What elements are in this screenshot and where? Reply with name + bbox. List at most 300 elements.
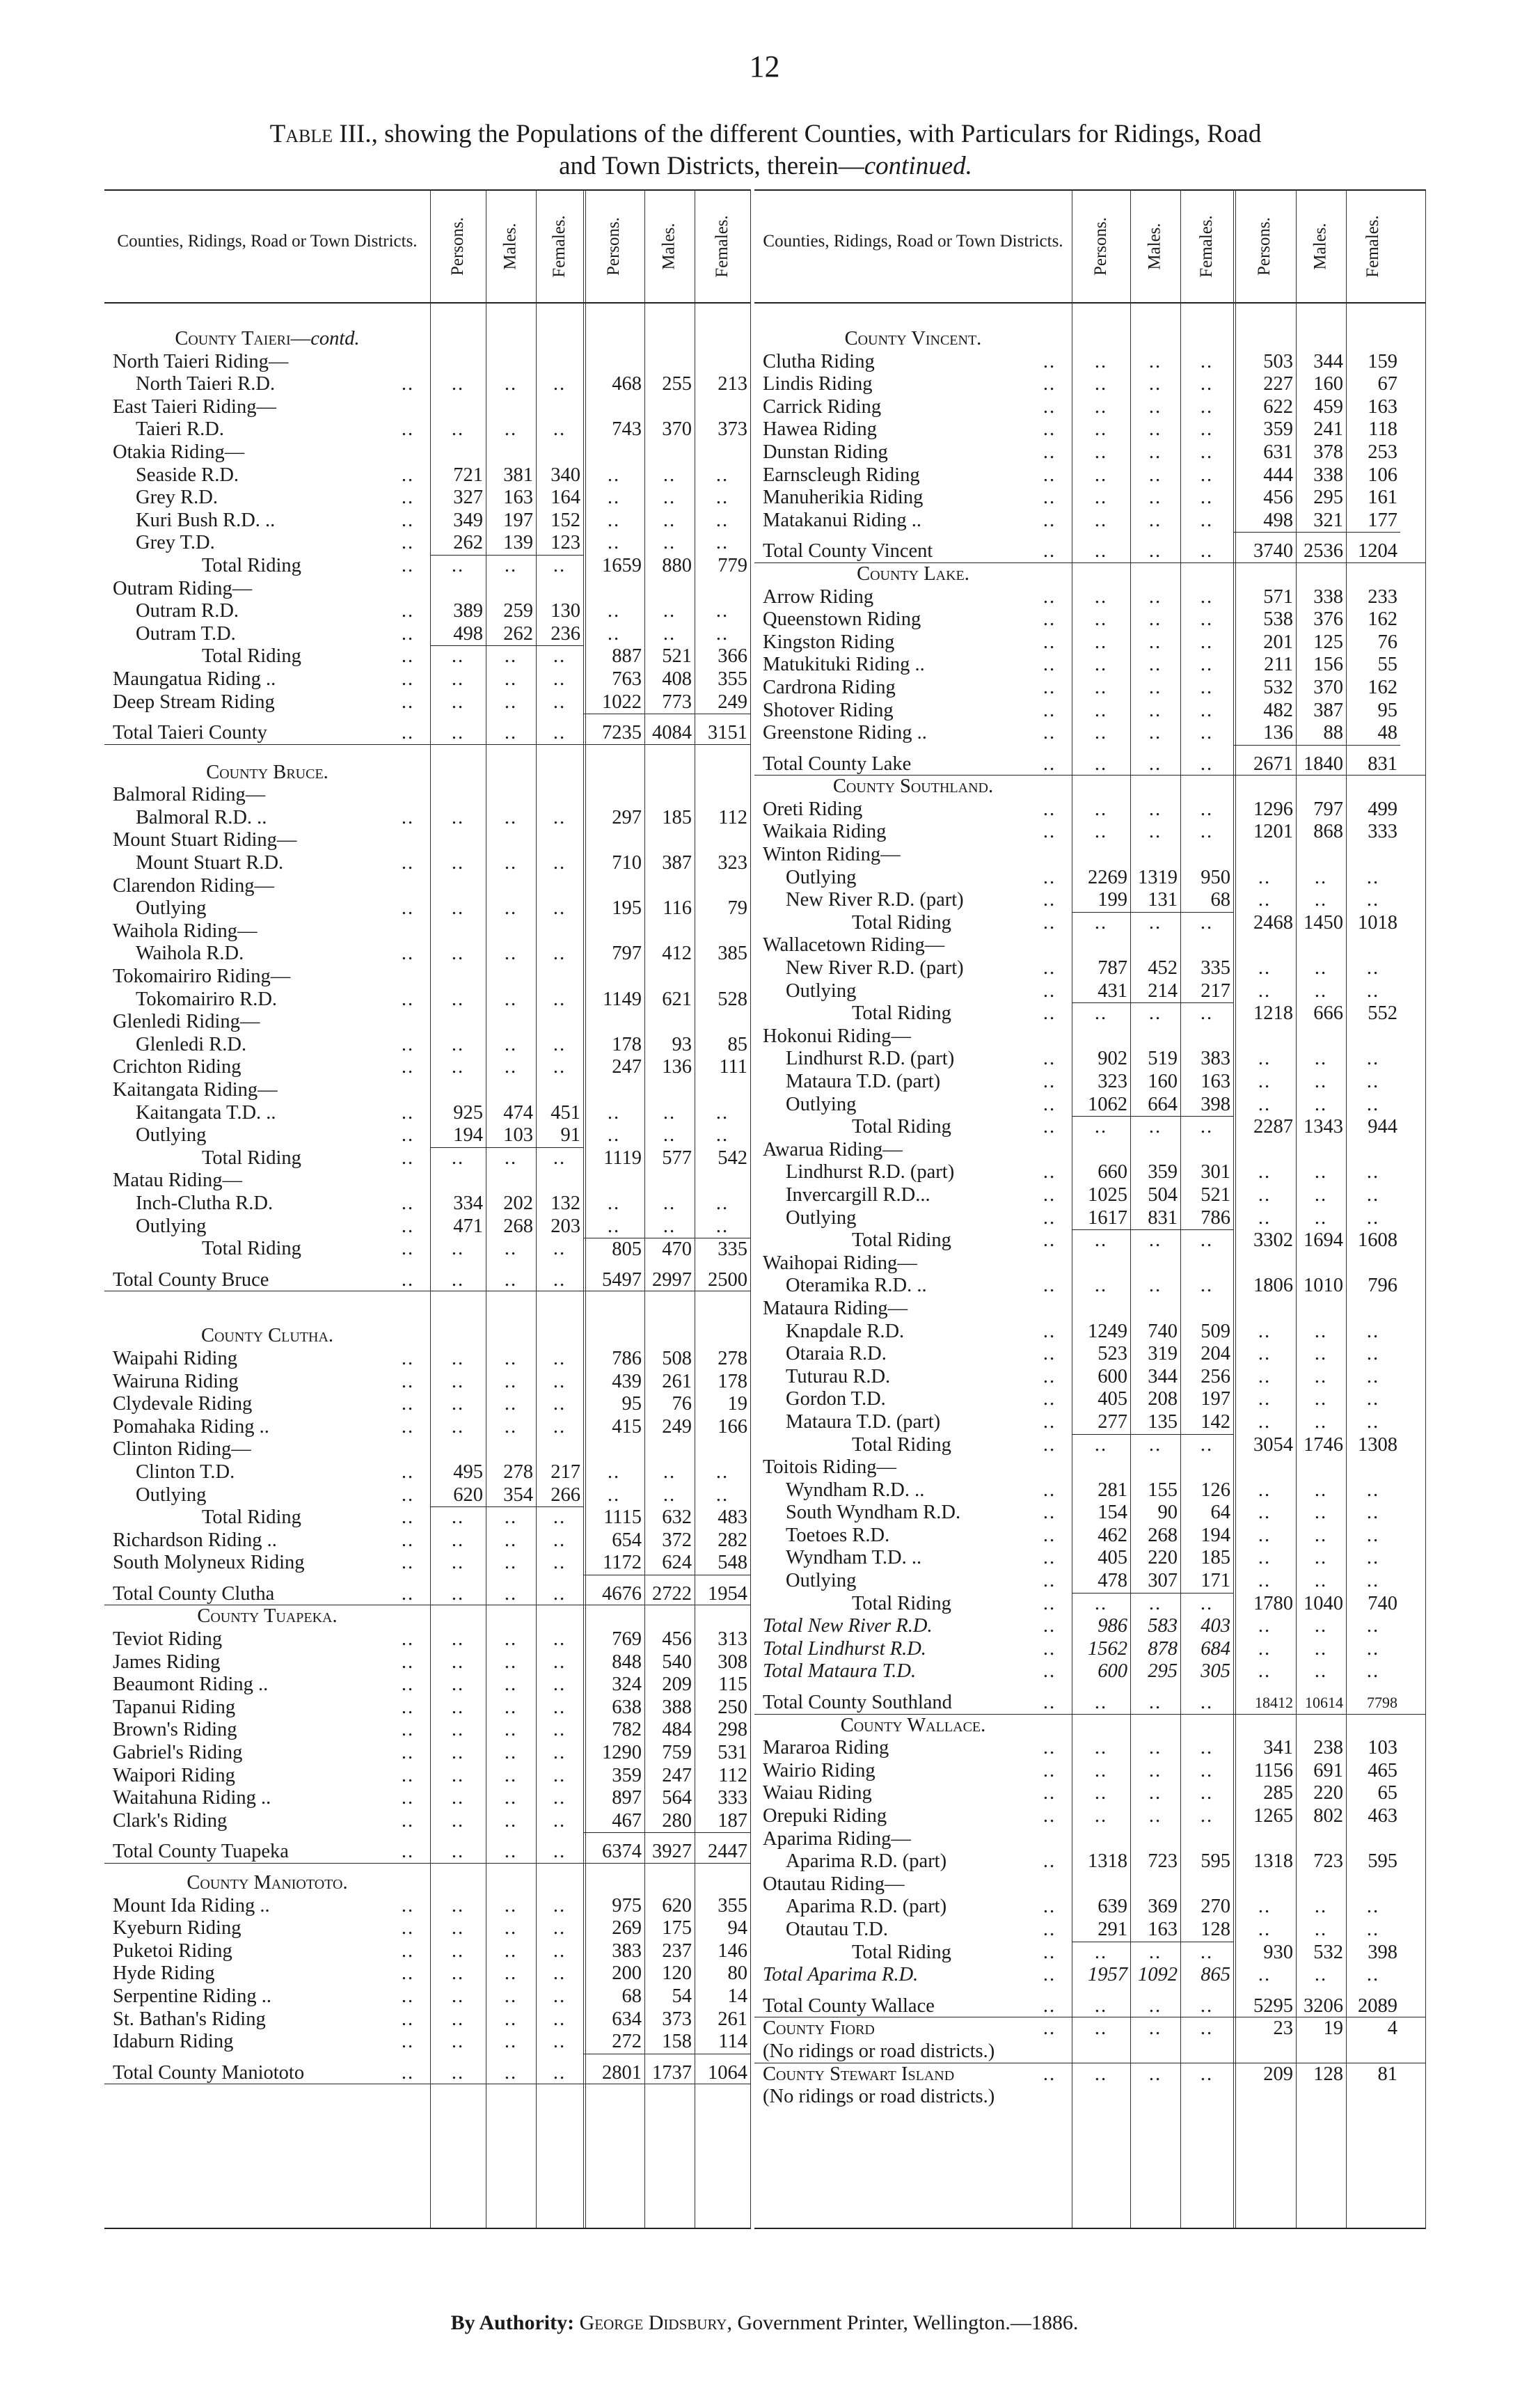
leader-dots: .. <box>401 487 415 509</box>
empty-cell: .. <box>607 622 621 645</box>
males-value: 2997 <box>652 1268 692 1291</box>
empty-cell: .. <box>553 2008 567 2030</box>
table-row <box>754 586 1425 609</box>
leader-dots: .. <box>1043 1805 1056 1827</box>
leader-dots: .. <box>1043 1410 1056 1433</box>
sub-females-value: 595 <box>1201 1850 1230 1873</box>
row-label <box>763 586 873 609</box>
females-value: 76 <box>1377 631 1397 653</box>
row-label-text: County Bruce. <box>206 761 328 783</box>
empty-cell: .. <box>451 1552 465 1574</box>
leader-dots: .. <box>401 1484 415 1506</box>
sub-females-value: 398 <box>1180 1094 1233 1117</box>
row-label-text: Total New River R.D. <box>763 1615 933 1637</box>
row-label <box>136 532 215 555</box>
row-label <box>113 1719 237 1742</box>
sub-females-value: 64 <box>1210 1502 1230 1524</box>
table-row <box>104 1787 750 1810</box>
empty-cell: .. <box>1314 1343 1328 1365</box>
row-label <box>763 1828 911 1851</box>
row-label <box>763 373 873 396</box>
empty-cell: .. <box>715 1101 729 1124</box>
females-value: 95 <box>1377 699 1397 721</box>
empty-cell: .. <box>1366 1502 1380 1524</box>
row-label <box>763 2086 995 2109</box>
row-label <box>104 1325 430 1348</box>
females-value: 282 <box>718 1529 747 1551</box>
leader-dots: .. <box>401 852 415 874</box>
empty-cell: .. <box>607 532 621 554</box>
sub-males-value: 90 <box>1157 1502 1178 1524</box>
persons-value: 763 <box>612 668 642 690</box>
table-row <box>754 1502 1425 1525</box>
sub-females-value: 305 <box>1201 1660 1230 1683</box>
sub-males-value: 155 <box>1148 1479 1178 1501</box>
row-label-text: Outlying <box>786 979 857 1002</box>
table-row <box>754 1388 1425 1411</box>
leader-dots: .. <box>401 373 415 395</box>
males-value: 338 <box>1313 464 1343 486</box>
empty-cell: .. <box>553 1696 567 1718</box>
header-persons <box>1233 191 1296 302</box>
row-label <box>113 1940 232 1963</box>
table-row <box>754 1229 1425 1252</box>
row-label <box>763 418 877 441</box>
empty-cell: .. <box>1094 395 1108 418</box>
sub-persons-value: 1062 <box>1072 1094 1130 1117</box>
table-row <box>754 351 1425 374</box>
title-continued: continued. <box>864 152 972 180</box>
row-label <box>786 1094 856 1117</box>
sub-persons-value: 925 <box>453 1101 483 1124</box>
empty-cell: .. <box>553 988 567 1010</box>
row-label-text: Wairio Riding <box>763 1759 876 1781</box>
header-males-label: Males. <box>1145 223 1164 270</box>
empty-cell: .. <box>553 1719 567 1741</box>
sub-persons-value: 721 <box>453 464 483 486</box>
leader-dots: .. <box>401 1841 415 1863</box>
table-row <box>104 1056 750 1079</box>
empty-cell: .. <box>553 897 567 920</box>
empty-cell: .. <box>1094 441 1108 463</box>
spacer <box>754 311 1425 328</box>
table-row <box>104 1552 750 1575</box>
row-label-text: Richardson Riding .. <box>113 1529 277 1551</box>
empty-cell: .. <box>1094 2017 1108 2040</box>
empty-cell: .. <box>1200 487 1214 509</box>
leader-dots: .. <box>401 532 415 554</box>
sub-females-value: 786 <box>1180 1207 1233 1231</box>
table-row <box>754 1252 1425 1275</box>
table-row <box>104 1034 750 1057</box>
empty-cell: .. <box>1366 866 1380 888</box>
row-label-text: Mount Stuart Riding— <box>113 829 297 851</box>
row-label-text: Deep Stream Riding <box>113 691 275 713</box>
empty-cell: .. <box>1366 1183 1380 1206</box>
empty-cell: .. <box>1200 373 1214 395</box>
persons-value: 444 <box>1263 464 1293 486</box>
table-row <box>754 464 1425 487</box>
row-label-text: Total Riding <box>202 1238 301 1260</box>
header-persons <box>430 191 486 302</box>
females-value: 2089 <box>1358 1994 1397 2017</box>
leader-dots: .. <box>401 645 415 668</box>
row-label-text: Balmoral Riding— <box>113 784 266 806</box>
empty-cell: .. <box>451 2031 465 2053</box>
empty-cell: .. <box>451 1651 465 1673</box>
empty-cell: .. <box>1094 585 1108 608</box>
persons-value: 1218 <box>1253 1002 1293 1025</box>
empty-cell: .. <box>1200 1782 1214 1804</box>
empty-cell: .. <box>1148 395 1162 418</box>
row-label <box>852 1593 951 1616</box>
table-row <box>104 943 750 966</box>
empty-cell: .. <box>1094 608 1108 631</box>
empty-cell: .. <box>1200 722 1214 744</box>
sub-persons-value: 431 <box>1072 980 1130 1004</box>
sub-females-value: 123 <box>536 532 583 556</box>
table-row <box>104 1371 750 1394</box>
table-row <box>104 1529 750 1552</box>
table-row <box>754 654 1425 677</box>
table-row <box>104 328 750 351</box>
sub-males-value: 208 <box>1148 1388 1178 1410</box>
empty-cell: .. <box>451 1809 465 1832</box>
females-value: 1064 <box>708 2061 747 2084</box>
empty-cell: .. <box>1200 2017 1214 2040</box>
males-value: 1840 <box>1304 753 1343 775</box>
females-value: 103 <box>1368 1737 1397 1759</box>
row-label-text: Aparima R.D. (part) <box>786 1850 947 1873</box>
empty-cell: .. <box>1366 957 1380 979</box>
table-row <box>104 1215 750 1238</box>
row-label <box>763 487 923 510</box>
empty-cell: .. <box>1366 1524 1380 1546</box>
males-value: 261 <box>662 1370 692 1392</box>
row-label-text: Total Riding <box>852 911 951 934</box>
leader-dots: .. <box>1043 1161 1056 1183</box>
row-label <box>763 441 888 464</box>
leader-dots: .. <box>1043 395 1056 418</box>
table-row <box>104 1985 750 2008</box>
empty-cell: .. <box>451 1393 465 1415</box>
empty-cell: .. <box>1148 753 1162 775</box>
header-name: Counties, Ridings, Road or Town Districts. <box>117 232 418 251</box>
empty-cell: .. <box>553 1939 567 1962</box>
empty-cell: .. <box>553 852 567 874</box>
table-row <box>104 966 750 989</box>
leader-dots: .. <box>1043 753 1056 775</box>
row-label-text: Outram T.D. <box>136 622 236 645</box>
header-females <box>536 191 583 302</box>
row-label <box>113 2062 304 2085</box>
empty-cell: .. <box>1314 1896 1328 1918</box>
row-label <box>786 957 964 980</box>
row-label-text: Kaitangata Riding— <box>113 1079 278 1101</box>
empty-cell: .. <box>1314 866 1328 888</box>
sub-females-value: 197 <box>1201 1388 1230 1410</box>
persons-value: 359 <box>612 1764 642 1786</box>
table-row <box>104 852 750 875</box>
empty-cell: .. <box>1200 608 1214 631</box>
females-value: 944 <box>1368 1116 1397 1138</box>
males-value: 2536 <box>1304 540 1343 562</box>
row-label <box>763 1025 911 1048</box>
males-value: 532 <box>1313 1941 1343 1963</box>
row-label-text: Idaburn Riding <box>113 2031 234 2053</box>
leader-dots: .. <box>1043 676 1056 698</box>
leader-dots: .. <box>401 988 415 1010</box>
row-label <box>786 1388 886 1411</box>
empty-cell: .. <box>1094 509 1108 531</box>
table-row <box>104 1461 750 1484</box>
persons-value: 710 <box>612 852 642 874</box>
sub-males-value: 344 <box>1148 1365 1178 1387</box>
row-label <box>113 1529 277 1552</box>
persons-value: 1172 <box>583 1552 644 1575</box>
row-label <box>763 798 862 821</box>
sub-persons-value: 787 <box>1098 957 1127 979</box>
empty-cell: .. <box>504 2008 518 2030</box>
females-value: 298 <box>718 1719 747 1741</box>
row-label <box>113 1583 274 1606</box>
row-label-text: Manuherikia Riding <box>763 487 924 509</box>
empty-cell: .. <box>1094 373 1108 395</box>
row-label <box>202 1506 301 1529</box>
row-label <box>786 1343 887 1366</box>
sub-persons-value: 199 <box>1072 889 1130 913</box>
leader-dots: .. <box>1043 1941 1056 1963</box>
sub-females-value: 142 <box>1180 1411 1233 1435</box>
empty-cell: .. <box>1094 1116 1108 1138</box>
males-value: 255 <box>662 373 692 395</box>
row-label-text: Wallacetown Riding— <box>763 934 945 957</box>
empty-cell: .. <box>1148 464 1162 486</box>
females-value: 261 <box>718 2008 747 2030</box>
empty-cell: .. <box>451 1529 465 1551</box>
empty-cell: .. <box>1148 373 1162 395</box>
row-label-text: Maungatua Riding .. <box>113 668 276 690</box>
empty-cell: .. <box>504 1268 518 1291</box>
females-value: 112 <box>718 1764 747 1786</box>
row-label <box>113 1742 242 1765</box>
leader-dots: .. <box>401 1415 415 1438</box>
row-label-text: Otaraia R.D. <box>786 1343 887 1365</box>
sub-females-value: 451 <box>550 1101 580 1124</box>
persons-value: 285 <box>1263 1782 1293 1804</box>
page-title <box>104 118 1427 182</box>
row-label <box>763 1995 935 2018</box>
row-label <box>136 989 277 1012</box>
row-label <box>763 396 881 419</box>
empty-cell: .. <box>1314 1524 1328 1546</box>
females-value: 111 <box>719 1056 747 1078</box>
row-label-text: Waihopai Riding— <box>763 1252 917 1274</box>
empty-cell: .. <box>553 1147 567 1169</box>
row-label <box>113 1962 214 1985</box>
row-label <box>136 1461 235 1484</box>
sub-males-value: 259 <box>503 600 533 622</box>
males-value: 370 <box>662 418 692 441</box>
row-label <box>763 654 925 677</box>
empty-cell: .. <box>553 554 567 576</box>
empty-cell: .. <box>553 1787 567 1809</box>
leader-dots: .. <box>401 509 415 531</box>
table-row <box>104 510 750 533</box>
row-label-text: Outlying <box>136 1124 207 1147</box>
empty-cell: .. <box>715 1215 729 1237</box>
sub-females-value: 185 <box>1201 1547 1230 1569</box>
females-value: 163 <box>1368 395 1397 418</box>
males-value: 3927 <box>652 1841 692 1863</box>
empty-cell: .. <box>451 1415 465 1438</box>
table-row <box>104 807 750 830</box>
sub-females-value: 164 <box>550 487 580 509</box>
empty-cell: .. <box>504 1347 518 1369</box>
empty-cell: .. <box>504 1674 518 1696</box>
empty-cell: .. <box>1258 1161 1271 1183</box>
leader-dots: .. <box>1043 1692 1056 1714</box>
males-value: 564 <box>662 1787 692 1809</box>
persons-value: 359 <box>1263 418 1293 441</box>
empty-cell: .. <box>1094 1229 1108 1252</box>
persons-value: 1780 <box>1253 1592 1293 1614</box>
row-label-text: Total County Tuapeka <box>113 1841 289 1863</box>
females-value: 333 <box>718 1787 747 1809</box>
leader-dots: .. <box>401 943 415 965</box>
sub-females-value: 684 <box>1201 1637 1230 1660</box>
persons-value: 195 <box>612 897 642 920</box>
persons-value: 211 <box>1264 654 1293 676</box>
empty-cell: .. <box>504 1147 518 1169</box>
row-label-text: Total County Bruce <box>113 1268 269 1291</box>
row-label-text: Taieri R.D. <box>136 418 225 441</box>
row-label-text: Oteramika R.D. .. <box>786 1275 927 1297</box>
empty-cell: .. <box>1314 1570 1328 1592</box>
empty-cell: .. <box>663 532 676 554</box>
females-value: 366 <box>718 645 747 668</box>
table-row <box>104 1079 750 1102</box>
empty-cell: .. <box>1148 911 1162 934</box>
sub-males-value: 307 <box>1130 1570 1180 1593</box>
table-row <box>104 600 750 623</box>
persons-value: 7235 <box>602 722 642 744</box>
females-value: 249 <box>695 691 750 715</box>
row-label <box>763 1456 896 1479</box>
sub-persons-value: 471 <box>453 1215 483 1237</box>
table-row <box>104 418 750 441</box>
persons-value: 930 <box>1263 1941 1293 1963</box>
row-label-text: South Molyneux Riding <box>113 1552 305 1574</box>
empty-cell: .. <box>1366 1093 1380 1115</box>
table-row <box>104 2062 750 2085</box>
leader-dots: .. <box>401 1370 415 1392</box>
empty-cell: .. <box>553 1268 567 1291</box>
empty-cell: .. <box>1148 1941 1162 1963</box>
table-row <box>754 1071 1425 1094</box>
table-row <box>754 1873 1425 1896</box>
leader-dots: .. <box>1043 1524 1056 1546</box>
table-row <box>104 464 750 487</box>
sub-males-value: 452 <box>1148 957 1178 979</box>
leader-dots: .. <box>1043 1365 1056 1387</box>
table-row <box>754 889 1425 912</box>
males-value: 484 <box>662 1719 692 1741</box>
empty-cell: .. <box>1094 487 1108 509</box>
leader-dots: .. <box>401 897 415 920</box>
row-label-text: Clydevale Riding <box>113 1393 253 1415</box>
males-value: 120 <box>662 1962 692 1985</box>
empty-cell: .. <box>504 1582 518 1605</box>
table-row <box>104 1651 750 1674</box>
empty-cell: .. <box>1366 1410 1380 1433</box>
empty-cell: .. <box>504 1056 518 1078</box>
table-row <box>754 487 1425 510</box>
sub-persons-value: 291 <box>1072 1919 1130 1942</box>
row-label <box>786 1207 856 1230</box>
females-value: 19 <box>727 1393 747 1415</box>
sub-persons-value: 1617 <box>1072 1207 1130 1231</box>
males-value: 412 <box>662 943 692 965</box>
footer-prefix: By Authority: <box>450 2311 575 2334</box>
table-row <box>754 957 1425 980</box>
persons-value: 769 <box>612 1628 642 1651</box>
row-label <box>786 1919 888 1942</box>
males-value: 387 <box>1313 699 1343 721</box>
row-label <box>113 920 257 943</box>
persons-value: 638 <box>612 1696 642 1718</box>
persons-value: 3740 <box>1253 540 1293 562</box>
sub-females-value: 256 <box>1201 1365 1230 1387</box>
empty-cell: .. <box>1148 540 1162 562</box>
empty-cell: .. <box>504 1651 518 1673</box>
row-label <box>113 1765 235 1788</box>
spacer <box>754 745 1425 753</box>
empty-cell: .. <box>663 1215 676 1237</box>
table-row <box>754 1995 1425 2018</box>
sub-persons-value: 2269 <box>1088 866 1127 888</box>
row-label-text: Waipori Riding <box>113 1764 235 1786</box>
row-label-text: Total County Wallace <box>763 1994 935 2017</box>
row-label-text: Mataura Riding— <box>763 1297 908 1319</box>
leader-dots: .. <box>401 554 415 576</box>
sub-females-value: 266 <box>536 1484 583 1508</box>
persons-value: 439 <box>612 1370 642 1392</box>
empty-cell: .. <box>504 1238 518 1260</box>
sub-persons-value: 660 <box>1098 1161 1127 1183</box>
empty-cell: .. <box>451 1696 465 1718</box>
row-label-text: Waiau Riding <box>763 1782 872 1804</box>
empty-cell: .. <box>504 897 518 920</box>
row-label <box>113 1348 237 1371</box>
sub-females-value: 509 <box>1201 1320 1230 1342</box>
empty-cell: .. <box>504 1370 518 1392</box>
empty-cell: .. <box>1148 2017 1162 2040</box>
persons-value: 743 <box>612 418 642 441</box>
row-label-text: Outlying <box>786 866 857 888</box>
row-label-text: Outlying <box>136 1484 207 1506</box>
leader-dots: .. <box>401 600 415 622</box>
males-value: 1746 <box>1304 1433 1343 1456</box>
empty-cell: .. <box>1200 1692 1214 1714</box>
persons-value: 5497 <box>602 1268 642 1291</box>
empty-cell: .. <box>451 1674 465 1696</box>
table-row <box>754 1366 1425 1389</box>
males-value: 868 <box>1313 821 1343 843</box>
empty-cell: .. <box>1148 509 1162 531</box>
table-row <box>104 373 750 396</box>
empty-cell: .. <box>663 1484 676 1506</box>
